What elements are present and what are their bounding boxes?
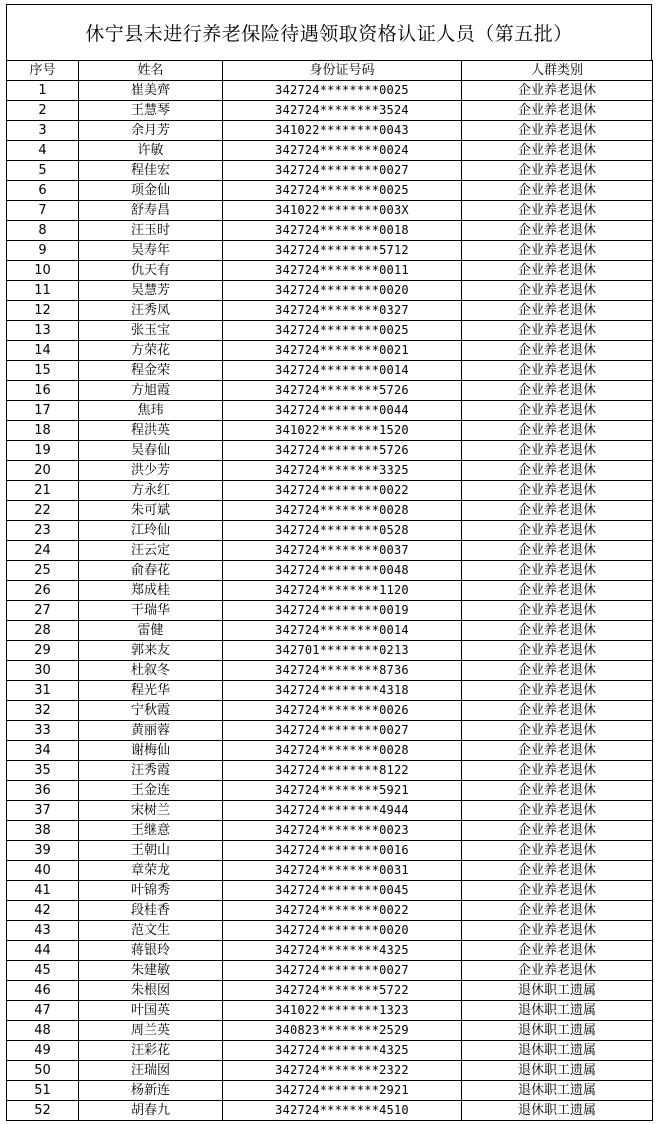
cell-category: 企业养老退休 [462, 421, 653, 441]
cell-id-number: 342724********4325 [223, 941, 462, 961]
cell-name: 郑成桂 [79, 581, 223, 601]
cell-id-number: 342724********0528 [223, 521, 462, 541]
cell-category: 退休职工遗属 [462, 1101, 653, 1121]
cell-id-number: 342724********0022 [223, 901, 462, 921]
table-row [7, 101, 653, 121]
cell-id-number: 341022********1323 [223, 1001, 462, 1021]
cell-name: 程光华 [79, 681, 223, 701]
cell-name: 朱可斌 [79, 501, 223, 521]
table-row [7, 221, 653, 241]
cell-category: 企业养老退休 [462, 181, 653, 201]
cell-category: 企业养老退休 [462, 901, 653, 921]
cell-category: 企业养老退休 [462, 221, 653, 241]
cell-serial: 36 [7, 781, 79, 801]
cell-id-number: 342724********3325 [223, 461, 462, 481]
document-sheet [6, 4, 652, 1120]
cell-id-number: 342724********4318 [223, 681, 462, 701]
cell-serial: 34 [7, 741, 79, 761]
table-row [7, 921, 653, 941]
cell-serial: 31 [7, 681, 79, 701]
cell-serial: 46 [7, 981, 79, 1001]
cell-name: 吴慧芳 [79, 281, 223, 301]
table-row [7, 501, 653, 521]
cell-name: 郭来友 [79, 641, 223, 661]
cell-serial: 2 [7, 101, 79, 121]
cell-name: 叶国英 [79, 1001, 223, 1021]
cell-name: 朱根囡 [79, 981, 223, 1001]
cell-serial: 26 [7, 581, 79, 601]
table-row [7, 701, 653, 721]
cell-serial: 40 [7, 861, 79, 881]
cell-serial: 1 [7, 81, 79, 101]
cell-name: 章荣龙 [79, 861, 223, 881]
cell-category: 企业养老退休 [462, 681, 653, 701]
cell-serial: 37 [7, 801, 79, 821]
cell-id-number: 342724********0022 [223, 481, 462, 501]
cell-serial: 9 [7, 241, 79, 261]
cell-category: 企业养老退休 [462, 701, 653, 721]
cell-category: 企业养老退休 [462, 881, 653, 901]
cell-name: 王慧琴 [79, 101, 223, 121]
cell-category: 企业养老退休 [462, 281, 653, 301]
cell-category: 企业养老退休 [462, 841, 653, 861]
cell-serial: 27 [7, 601, 79, 621]
cell-category: 企业养老退休 [462, 201, 653, 221]
header-row [7, 61, 653, 81]
table-row [7, 381, 653, 401]
cell-name: 蒋银玲 [79, 941, 223, 961]
cell-id-number: 341022********1520 [223, 421, 462, 441]
cell-category: 企业养老退休 [462, 301, 653, 321]
cell-name: 黄丽蓉 [79, 721, 223, 741]
cell-category: 企业养老退休 [462, 581, 653, 601]
cell-category: 企业养老退休 [462, 401, 653, 421]
cell-id-number: 342724********0021 [223, 341, 462, 361]
cell-name: 周兰英 [79, 1021, 223, 1041]
cell-category: 企业养老退休 [462, 361, 653, 381]
cell-category: 企业养老退休 [462, 741, 653, 761]
cell-name: 汪云定 [79, 541, 223, 561]
header-id-number: 身份证号码 [223, 61, 462, 81]
cell-serial: 14 [7, 341, 79, 361]
cell-category: 企业养老退休 [462, 121, 653, 141]
cell-category: 退休职工遗属 [462, 1001, 653, 1021]
table-row [7, 621, 653, 641]
cell-id-number: 342724********0023 [223, 821, 462, 841]
table-row [7, 1001, 653, 1021]
table-row [7, 301, 653, 321]
cell-name: 王继意 [79, 821, 223, 841]
cell-serial: 47 [7, 1001, 79, 1021]
cell-name: 王金连 [79, 781, 223, 801]
cell-name: 杜叙冬 [79, 661, 223, 681]
cell-serial: 25 [7, 561, 79, 581]
cell-serial: 17 [7, 401, 79, 421]
table-row [7, 961, 653, 981]
table-row [7, 721, 653, 741]
cell-serial: 24 [7, 541, 79, 561]
cell-id-number: 342724********0048 [223, 561, 462, 581]
cell-name: 项金仙 [79, 181, 223, 201]
table-row [7, 1061, 653, 1081]
cell-id-number: 342724********4944 [223, 801, 462, 821]
table-row [7, 1101, 653, 1121]
table-row [7, 801, 653, 821]
cell-id-number: 342724********4510 [223, 1101, 462, 1121]
cell-name: 雷健 [79, 621, 223, 641]
cell-id-number: 342724********0045 [223, 881, 462, 901]
cell-serial: 15 [7, 361, 79, 381]
cell-category: 企业养老退休 [462, 961, 653, 981]
cell-name: 汪玉时 [79, 221, 223, 241]
cell-id-number: 342724********0016 [223, 841, 462, 861]
cell-category: 企业养老退休 [462, 621, 653, 641]
cell-serial: 3 [7, 121, 79, 141]
cell-category: 退休职工遗属 [462, 1061, 653, 1081]
table-row [7, 181, 653, 201]
cell-category: 企业养老退休 [462, 781, 653, 801]
cell-category: 企业养老退休 [462, 381, 653, 401]
cell-id-number: 342724********0044 [223, 401, 462, 421]
table-row [7, 1081, 653, 1101]
cell-id-number: 342724********0025 [223, 321, 462, 341]
cell-name: 汪彩花 [79, 1041, 223, 1061]
table-row [7, 741, 653, 761]
cell-id-number: 342724********2921 [223, 1081, 462, 1101]
cell-id-number: 342724********0026 [223, 701, 462, 721]
table-row [7, 121, 653, 141]
cell-category: 企业养老退休 [462, 81, 653, 101]
table-row [7, 941, 653, 961]
cell-category: 企业养老退休 [462, 561, 653, 581]
table-row [7, 861, 653, 881]
cell-category: 企业养老退休 [462, 721, 653, 741]
table-row [7, 541, 653, 561]
cell-id-number: 342724********0011 [223, 261, 462, 281]
table-row [7, 821, 653, 841]
cell-serial: 4 [7, 141, 79, 161]
cell-category: 企业养老退休 [462, 541, 653, 561]
cell-serial: 29 [7, 641, 79, 661]
cell-name: 宋树兰 [79, 801, 223, 821]
cell-serial: 48 [7, 1021, 79, 1041]
cell-id-number: 342724********3524 [223, 101, 462, 121]
table-row [7, 981, 653, 1001]
cell-id-number: 342724********0327 [223, 301, 462, 321]
cell-id-number: 342724********0028 [223, 741, 462, 761]
cell-id-number: 342724********0027 [223, 721, 462, 741]
cell-name: 焦玮 [79, 401, 223, 421]
cell-category: 退休职工遗属 [462, 1081, 653, 1101]
cell-category: 企业养老退休 [462, 341, 653, 361]
cell-name: 程洪英 [79, 421, 223, 441]
cell-serial: 7 [7, 201, 79, 221]
table-row [7, 601, 653, 621]
table-row [7, 841, 653, 861]
cell-id-number: 342724********0024 [223, 141, 462, 161]
cell-serial: 6 [7, 181, 79, 201]
cell-serial: 43 [7, 921, 79, 941]
cell-id-number: 342724********0031 [223, 861, 462, 881]
cell-name: 方旭霞 [79, 381, 223, 401]
cell-id-number: 341022********0043 [223, 121, 462, 141]
cell-name: 王朝山 [79, 841, 223, 861]
cell-name: 宁秋霞 [79, 701, 223, 721]
cell-serial: 42 [7, 901, 79, 921]
cell-id-number: 342724********5712 [223, 241, 462, 261]
cell-category: 企业养老退休 [462, 861, 653, 881]
table-row [7, 261, 653, 281]
cell-serial: 10 [7, 261, 79, 281]
cell-name: 胡春九 [79, 1101, 223, 1121]
cell-serial: 52 [7, 1101, 79, 1121]
cell-serial: 39 [7, 841, 79, 861]
cell-category: 企业养老退休 [462, 101, 653, 121]
cell-name: 汪秀霞 [79, 761, 223, 781]
cell-name: 仇天有 [79, 261, 223, 281]
cell-name: 程金荣 [79, 361, 223, 381]
header-category: 人群类别 [462, 61, 653, 81]
cell-category: 退休职工遗属 [462, 1021, 653, 1041]
cell-id-number: 342724********0020 [223, 921, 462, 941]
table-row [7, 281, 653, 301]
cell-id-number: 342724********1120 [223, 581, 462, 601]
cell-category: 退休职工遗属 [462, 1041, 653, 1061]
cell-name: 方永红 [79, 481, 223, 501]
table-row [7, 561, 653, 581]
cell-category: 企业养老退休 [462, 921, 653, 941]
table-row [7, 241, 653, 261]
cell-category: 企业养老退休 [462, 521, 653, 541]
cell-id-number: 342724********8736 [223, 661, 462, 681]
cell-serial: 5 [7, 161, 79, 181]
cell-id-number: 341022********003X [223, 201, 462, 221]
cell-category: 企业养老退休 [462, 641, 653, 661]
cell-serial: 32 [7, 701, 79, 721]
table-row [7, 881, 653, 901]
table-row [7, 781, 653, 801]
table-row [7, 581, 653, 601]
table-row [7, 1021, 653, 1041]
cell-id-number: 342724********5921 [223, 781, 462, 801]
cell-category: 企业养老退休 [462, 941, 653, 961]
cell-category: 企业养老退休 [462, 321, 653, 341]
cell-id-number: 342724********5726 [223, 441, 462, 461]
table-row [7, 481, 653, 501]
cell-id-number: 342724********0020 [223, 281, 462, 301]
cell-serial: 11 [7, 281, 79, 301]
cell-id-number: 342724********4325 [223, 1041, 462, 1061]
cell-category: 企业养老退休 [462, 801, 653, 821]
cell-serial: 51 [7, 1081, 79, 1101]
table-row [7, 341, 653, 361]
table-row [7, 141, 653, 161]
cell-serial: 44 [7, 941, 79, 961]
cell-category: 企业养老退休 [462, 661, 653, 681]
cell-name: 叶锦秀 [79, 881, 223, 901]
table-row [7, 421, 653, 441]
cell-serial: 28 [7, 621, 79, 641]
table-row [7, 441, 653, 461]
cell-name: 方荣花 [79, 341, 223, 361]
cell-id-number: 342724********5722 [223, 981, 462, 1001]
cell-serial: 38 [7, 821, 79, 841]
cell-serial: 13 [7, 321, 79, 341]
cell-serial: 50 [7, 1061, 79, 1081]
table-row [7, 1041, 653, 1061]
cell-id-number: 342724********0014 [223, 361, 462, 381]
cell-serial: 21 [7, 481, 79, 501]
cell-category: 企业养老退休 [462, 461, 653, 481]
cell-name: 杨新连 [79, 1081, 223, 1101]
cell-serial: 20 [7, 461, 79, 481]
cell-name: 干瑞华 [79, 601, 223, 621]
cell-serial: 19 [7, 441, 79, 461]
header-name: 姓名 [79, 61, 223, 81]
cell-name: 汪秀凤 [79, 301, 223, 321]
cell-serial: 18 [7, 421, 79, 441]
cell-name: 许敏 [79, 141, 223, 161]
cell-id-number: 342724********0027 [223, 961, 462, 981]
cell-serial: 8 [7, 221, 79, 241]
cell-category: 企业养老退休 [462, 481, 653, 501]
cell-serial: 41 [7, 881, 79, 901]
cell-id-number: 342724********0028 [223, 501, 462, 521]
cell-name: 范文生 [79, 921, 223, 941]
cell-id-number: 342724********5726 [223, 381, 462, 401]
header-serial: 序号 [7, 61, 79, 81]
cell-id-number: 342724********8122 [223, 761, 462, 781]
cell-serial: 30 [7, 661, 79, 681]
cell-serial: 12 [7, 301, 79, 321]
cell-name: 张玉宝 [79, 321, 223, 341]
cell-name: 汪瑞囡 [79, 1061, 223, 1081]
table-row [7, 521, 653, 541]
cell-name: 段桂香 [79, 901, 223, 921]
cell-name: 谢梅仙 [79, 741, 223, 761]
cell-id-number: 340823********2529 [223, 1021, 462, 1041]
cell-category: 企业养老退休 [462, 501, 653, 521]
table-row [7, 681, 653, 701]
cell-name: 江玲仙 [79, 521, 223, 541]
cell-serial: 49 [7, 1041, 79, 1061]
cell-category: 企业养老退休 [462, 141, 653, 161]
personnel-table [6, 60, 653, 1121]
cell-id-number: 342701********0213 [223, 641, 462, 661]
table-row [7, 361, 653, 381]
cell-id-number: 342724********0027 [223, 161, 462, 181]
cell-serial: 33 [7, 721, 79, 741]
cell-category: 企业养老退休 [462, 261, 653, 281]
cell-category: 企业养老退休 [462, 161, 653, 181]
cell-serial: 22 [7, 501, 79, 521]
table-row [7, 461, 653, 481]
cell-id-number: 342724********0025 [223, 81, 462, 101]
cell-id-number: 342724********0019 [223, 601, 462, 621]
cell-name: 余月芳 [79, 121, 223, 141]
cell-id-number: 342724********0014 [223, 621, 462, 641]
table-body [7, 81, 653, 1121]
cell-serial: 23 [7, 521, 79, 541]
cell-category: 企业养老退休 [462, 821, 653, 841]
cell-name: 吴寿年 [79, 241, 223, 261]
cell-id-number: 342724********0018 [223, 221, 462, 241]
cell-name: 程佳宏 [79, 161, 223, 181]
cell-name: 朱建敏 [79, 961, 223, 981]
cell-id-number: 342724********0025 [223, 181, 462, 201]
table-row [7, 661, 653, 681]
cell-category: 退休职工遗属 [462, 981, 653, 1001]
cell-id-number: 342724********0037 [223, 541, 462, 561]
cell-name: 舒寿昌 [79, 201, 223, 221]
cell-name: 崔美齊 [79, 81, 223, 101]
table-row [7, 901, 653, 921]
table-row [7, 321, 653, 341]
cell-serial: 35 [7, 761, 79, 781]
cell-name: 吴春仙 [79, 441, 223, 461]
table-row [7, 201, 653, 221]
table-row [7, 641, 653, 661]
table-row [7, 161, 653, 181]
cell-category: 企业养老退休 [462, 441, 653, 461]
cell-category: 企业养老退休 [462, 761, 653, 781]
cell-category: 企业养老退休 [462, 601, 653, 621]
cell-name: 俞春花 [79, 561, 223, 581]
table-row [7, 761, 653, 781]
page-title: 休宁县未进行养老保险待遇领取资格认证人员（第五批） [6, 4, 652, 60]
cell-name: 洪少芳 [79, 461, 223, 481]
table-row [7, 81, 653, 101]
cell-serial: 45 [7, 961, 79, 981]
table-row [7, 401, 653, 421]
cell-serial: 16 [7, 381, 79, 401]
cell-id-number: 342724********2322 [223, 1061, 462, 1081]
cell-category: 企业养老退休 [462, 241, 653, 261]
